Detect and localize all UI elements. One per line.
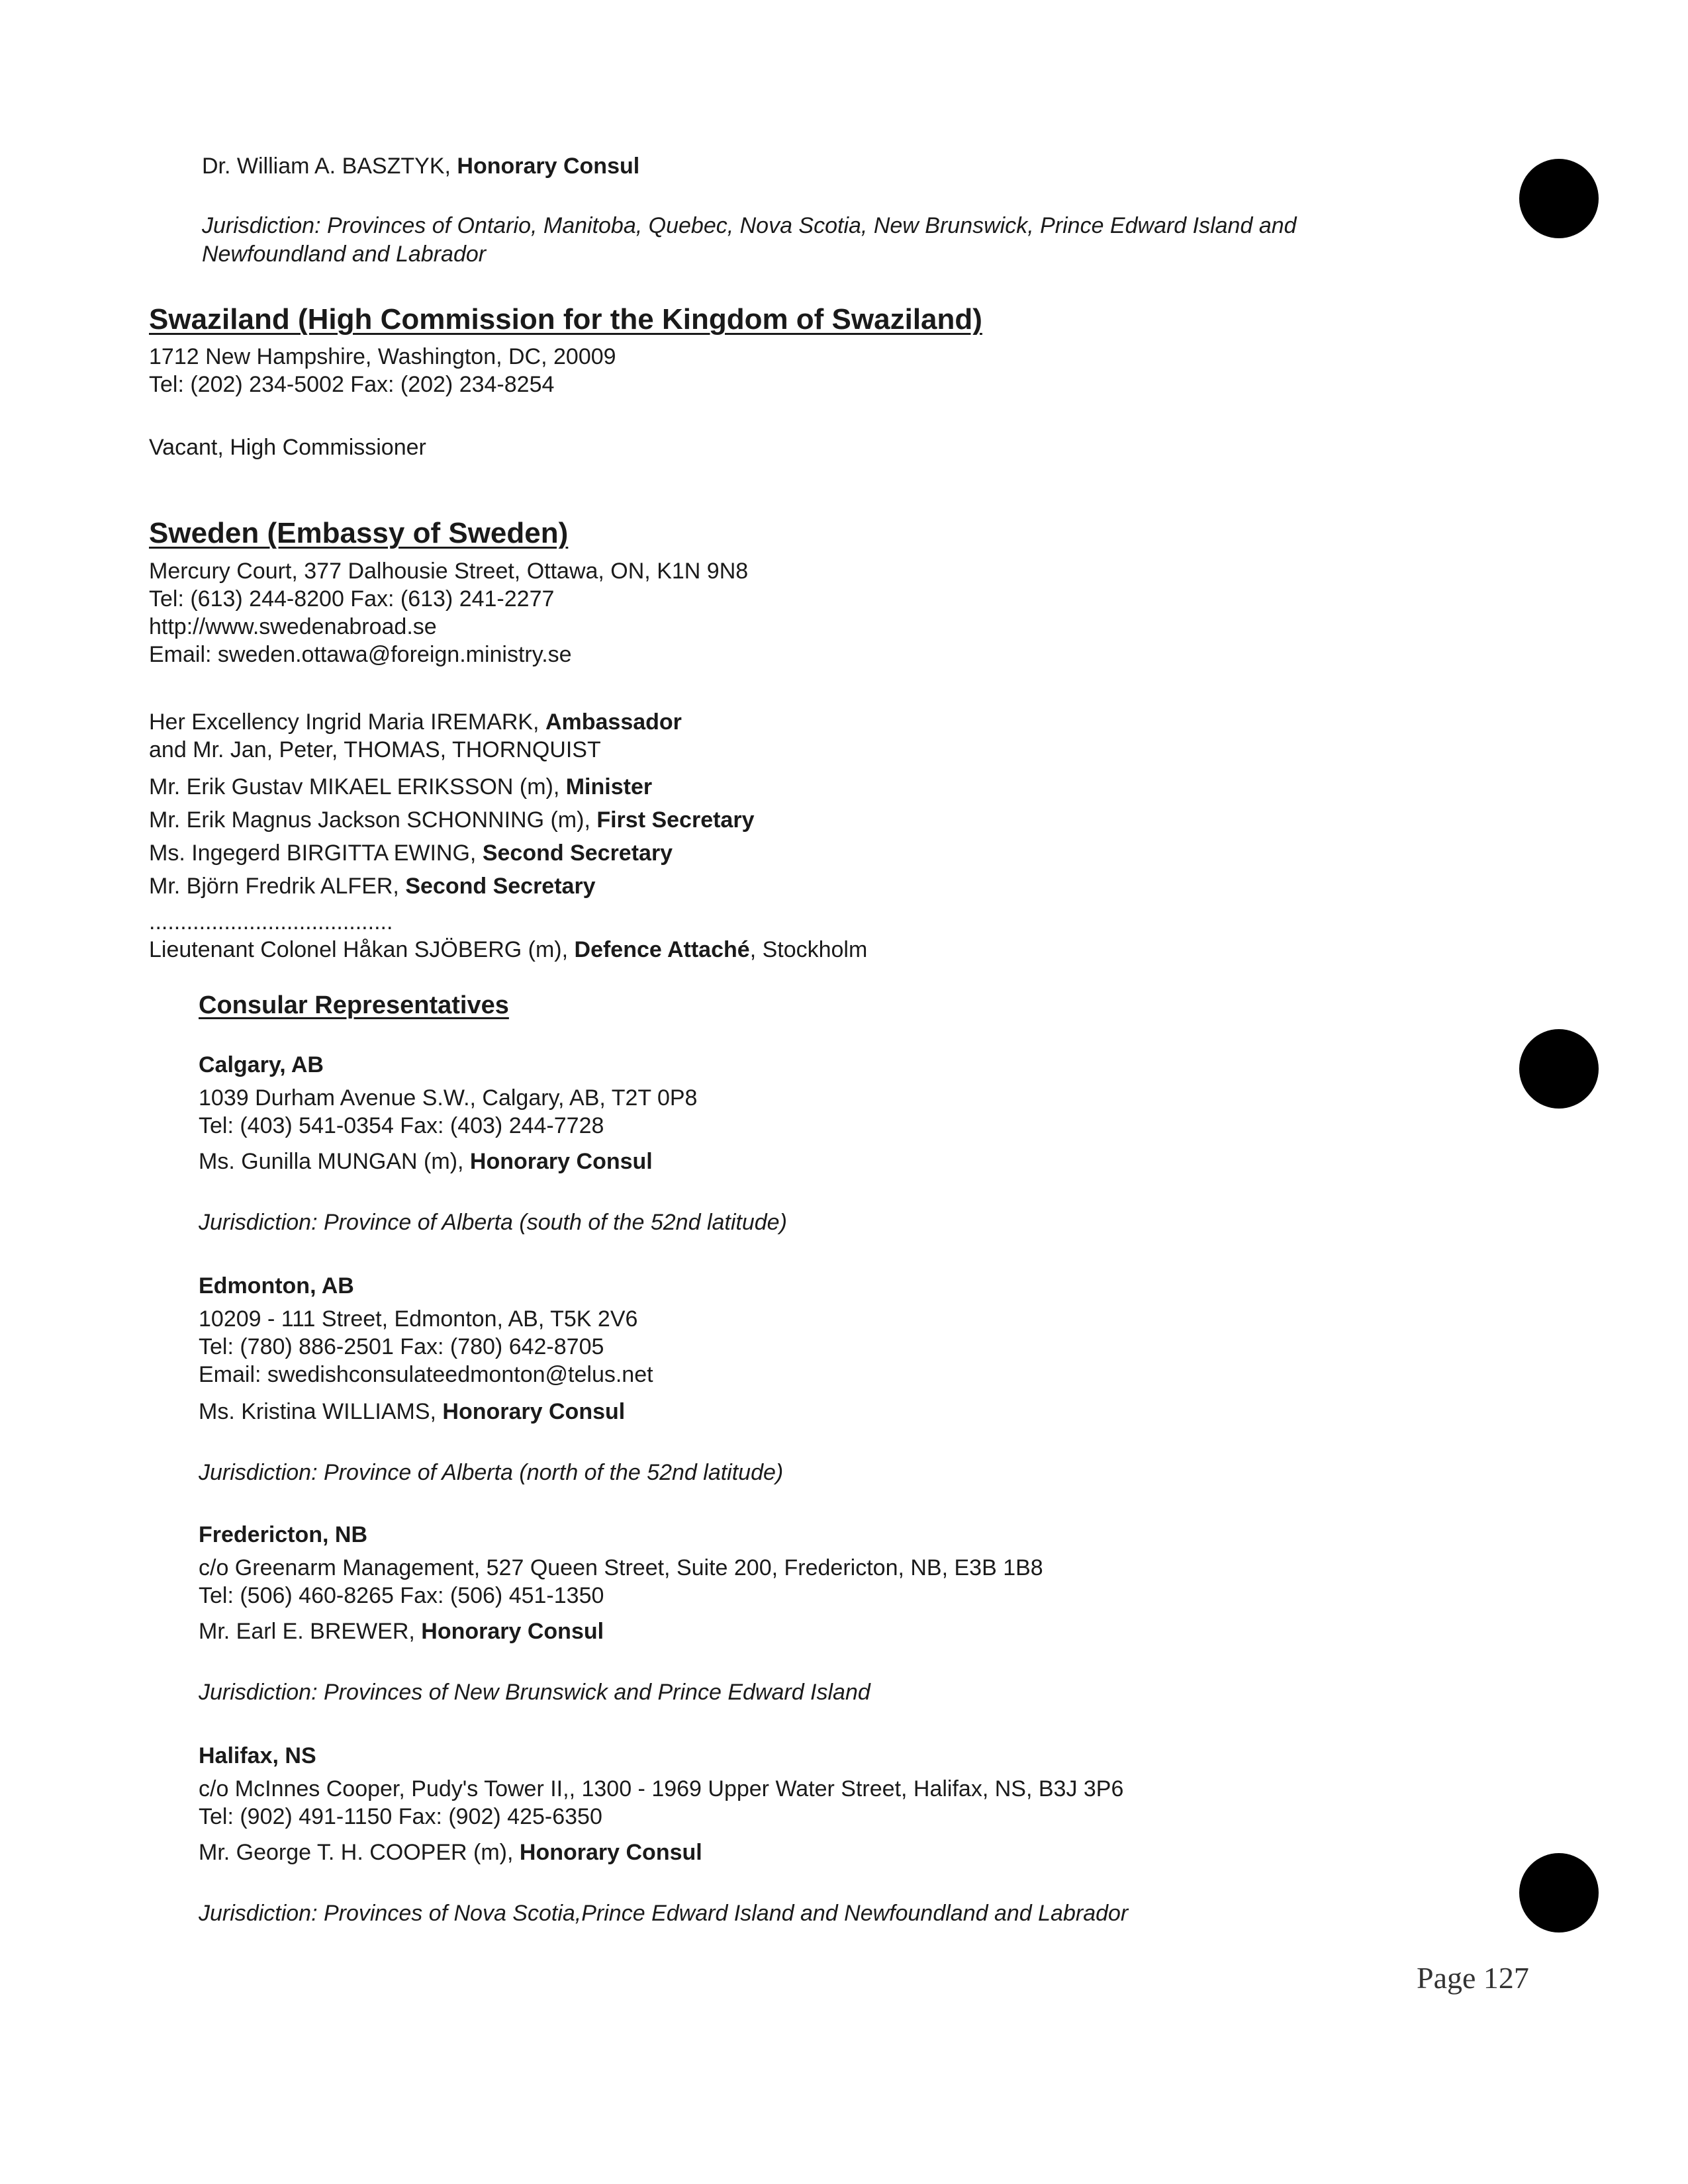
office-tel: Tel: (902) 491-1150 Fax: (902) 425-6350 <box>199 1804 602 1829</box>
office-city: Fredericton, NB <box>199 1522 368 1547</box>
consular-heading: Consular Representatives <box>199 991 509 1019</box>
sweden-tel: Tel: (613) 244-8200 Fax: (613) 241-2277 <box>149 586 555 612</box>
staff-row: Her Excellency Ingrid Maria IREMARK, Ambassador <box>149 709 682 735</box>
staff-row: and Mr. Jan, Peter, THOMAS, THORNQUIST <box>149 737 601 762</box>
jurisdiction-label: Jurisdiction: <box>202 213 321 238</box>
office-address: c/o Greenarm Management, 527 Queen Street, Suite 200, Fredericton, NB, E3B 1B8 <box>199 1555 1043 1580</box>
top-consul-line <box>202 152 639 180</box>
defence-attache-line: Lieutenant Colonel Håkan SJÖBERG (m), Defence Attaché, Stockholm <box>149 937 868 962</box>
swaziland-head: Vacant, High Commissioner <box>149 435 426 460</box>
office-jurisdiction: Jurisdiction: Province of Alberta (south of the 52nd latitude) <box>199 1210 787 1235</box>
office-consul: Ms. Gunilla MUNGAN (m), Honorary Consul <box>199 1149 653 1174</box>
office-address: 1039 Durham Avenue S.W., Calgary, AB, T2T 0P8 <box>199 1085 698 1111</box>
staff-row: Mr. Erik Magnus Jackson SCHONNING (m), First Secretary <box>149 807 755 833</box>
binder-hole <box>1519 1853 1599 1933</box>
consul-title: Honorary Consul <box>457 154 640 179</box>
staff-row: Mr. Erik Gustav MIKAEL ERIKSSON (m), Minister <box>149 774 653 799</box>
office-tel: Tel: (403) 541-0354 Fax: (403) 244-7728 <box>199 1113 604 1138</box>
consul-name: Dr. William A. BASZTYK, <box>202 154 457 179</box>
office-consul: Mr. George T. H. COOPER (m), Honorary Consul <box>199 1840 702 1865</box>
swaziland-address: 1712 New Hampshire, Washington, DC, 20009 <box>149 344 616 369</box>
sweden-heading: Sweden (Embassy of Sweden) <box>149 517 569 549</box>
sweden-email: Email: sweden.ottawa@foreign.ministry.se <box>149 642 572 667</box>
swaziland-heading: Swaziland (High Commission for the Kingdom of Swaziland) <box>149 303 982 336</box>
office-consul: Mr. Earl E. BREWER, Honorary Consul <box>199 1619 604 1644</box>
page-number: Page 127 <box>1417 1961 1529 1995</box>
swaziland-tel: Tel: (202) 234-5002 Fax: (202) 234-8254 <box>149 372 555 397</box>
office-tel: Tel: (506) 460-8265 Fax: (506) 451-1350 <box>199 1583 604 1608</box>
binder-hole <box>1519 159 1599 238</box>
top-jurisdiction-line-1: Jurisdiction: Provinces of Ontario, Manitoba, Quebec, Nova Scotia, New Brunswick, Prince Edward Island and <box>202 213 1297 238</box>
office-tel: Tel: (780) 886-2501 Fax: (780) 642-8705 <box>199 1334 604 1359</box>
office-address: 10209 - 111 Street, Edmonton, AB, T5K 2V6 <box>199 1306 638 1332</box>
binder-hole <box>1519 1029 1599 1109</box>
top-jurisdiction-line-2: Newfoundland and Labrador <box>202 242 487 267</box>
office-city: Edmonton, AB <box>199 1273 354 1298</box>
sweden-address: Mercury Court, 377 Dalhousie Street, Ottawa, ON, K1N 9N8 <box>149 559 749 584</box>
sweden-website: http://www.swedenabroad.se <box>149 614 437 639</box>
office-city: Halifax, NS <box>199 1743 316 1768</box>
staff-row: Ms. Ingegerd BIRGITTA EWING, Second Secretary <box>149 841 673 866</box>
office-city: Calgary, AB <box>199 1052 324 1077</box>
dotted-separator: ....................................... <box>149 909 393 934</box>
staff-row: Mr. Björn Fredrik ALFER, Second Secretary <box>149 874 596 899</box>
office-jurisdiction: Jurisdiction: Province of Alberta (north of the 52nd latitude) <box>199 1460 784 1485</box>
office-jurisdiction: Jurisdiction: Provinces of New Brunswick and Prince Edward Island <box>199 1680 870 1705</box>
office-email: Email: swedishconsulateedmonton@telus.net <box>199 1362 653 1387</box>
office-consul: Ms. Kristina WILLIAMS, Honorary Consul <box>199 1399 626 1424</box>
office-address: c/o McInnes Cooper, Pudy's Tower II,, 1300 - 1969 Upper Water Street, Halifax, NS, B3J 3P6 <box>199 1776 1124 1801</box>
office-jurisdiction: Jurisdiction: Provinces of Nova Scotia,Prince Edward Island and Newfoundland and Labrador <box>199 1901 1129 1926</box>
